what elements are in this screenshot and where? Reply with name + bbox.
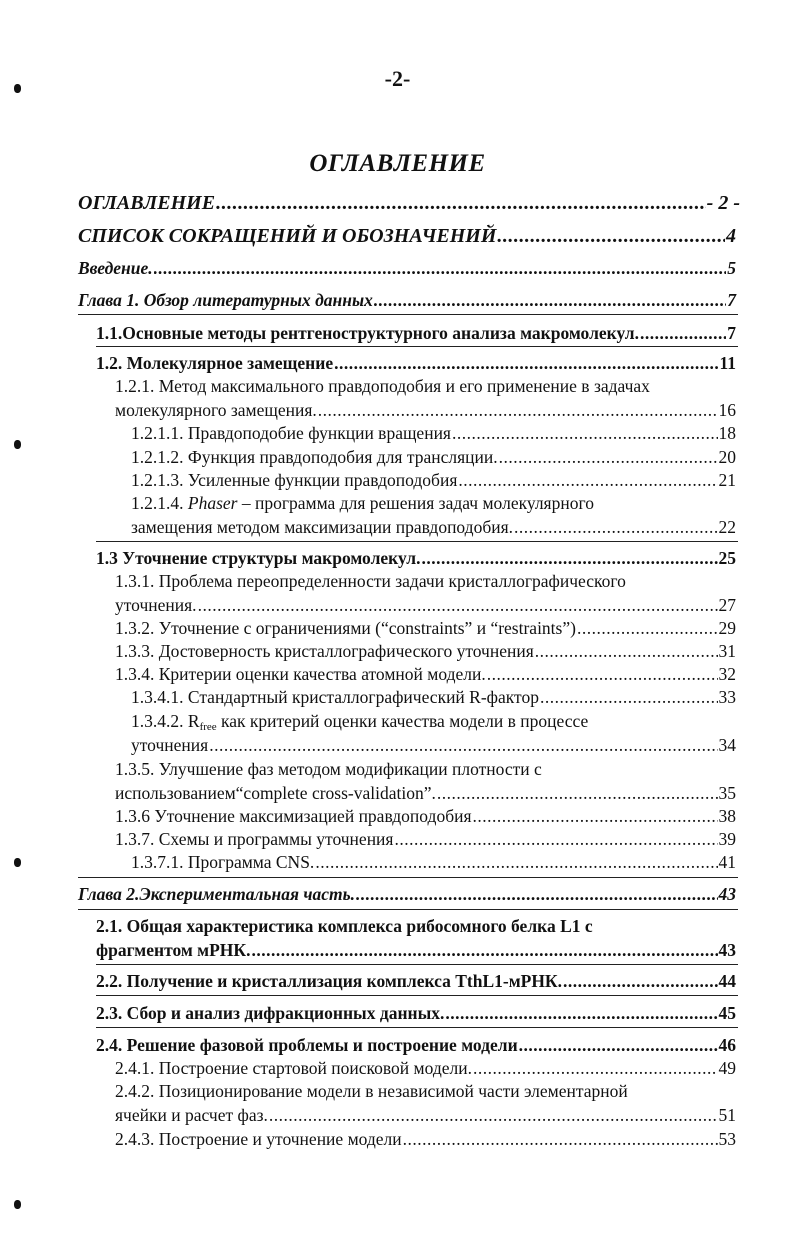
entry-page: 25 [718,548,736,568]
entry-title-line: 2.4.2. Позиционирование модели в независимой части элементарной [115,1081,628,1101]
entry-page: 16 [718,400,736,420]
toc-entry[interactable] [131,851,736,873]
entry-title: 2.4.1. Построение стартовой поисковой модели. [115,1058,472,1078]
section-rule [96,346,738,347]
entry-title: 1.2.1.2. Функция правдоподобия для трансляции. [131,447,498,467]
entry-page: 18 [718,423,736,443]
entry-page: 46 [718,1035,736,1055]
toc-title: ОГЛАВЛЕНИЕ [309,150,486,177]
page-number: -2- [384,66,411,91]
toc-entry[interactable] [115,805,736,827]
entry-title: 1.2.1.3. Усиленные функции правдоподобия [131,470,458,490]
toc-entry[interactable] [115,594,736,616]
entry-title: 1.2. Молекулярное замещение [96,353,334,373]
toc-entry[interactable] [115,1128,736,1150]
entry-title-line: 1.2.1.4. Phaser – программа для решения задач молекулярного [131,493,594,513]
toc-entry[interactable] [131,446,736,468]
entry-page: 7 [727,290,736,310]
section-rule [96,541,738,542]
toc-entry[interactable] [78,289,736,311]
entry-page: 34 [718,735,736,755]
toc-entry[interactable] [115,663,736,685]
entry-title: 1.3.6 Уточнение максимизацией правдоподобия [115,806,472,826]
toc-entry[interactable] [115,828,736,850]
entry-title: 1.2.1.1. Правдоподобие функции вращения [131,423,451,443]
entry-page: 41 [718,852,736,872]
toc-entry[interactable] [131,422,736,444]
entry-page: 35 [718,783,736,803]
entry-page: 5 [727,258,736,278]
entry-page: 31 [718,641,736,661]
entry-title: ОГЛАВЛЕНИЕ [78,192,216,214]
entry-page: - 2 - [706,192,740,214]
entry-title: 2.4. Решение фазовой проблемы и построение модели [96,1035,518,1055]
entry-title-line: 1.2.1. Метод максимального правдоподобия и его применение в задачах [115,376,650,396]
section-rule [96,964,738,965]
entry-title: ячейки и расчет фаз. [115,1105,268,1125]
entry-title-line: 1.3.4.2. $R_{free}$ как критерий оценки качества модели в процессе [131,711,589,733]
entry-title-line: 2.1. Общая характеристика комплекса рибосомного белка L1 с [96,916,593,936]
section-rule [78,877,738,878]
toc-entry[interactable] [96,1002,736,1024]
section-rule [96,995,738,996]
toc-entry[interactable] [96,352,736,374]
entry-page: 39 [718,829,736,849]
toc-entry[interactable] [131,734,736,756]
toc-entry[interactable] [96,1034,736,1056]
section-rule [78,909,738,910]
toc-entry[interactable] [115,1057,736,1079]
entry-title: уточнения [131,735,209,755]
toc-entry[interactable] [131,469,736,491]
entry-title: 1.3 Уточнение структуры макромолекул. [96,548,421,568]
entry-page: 20 [718,447,736,467]
entry-title: 1.3.3. Достоверность кристаллографического уточнения [115,641,534,661]
entry-page: 21 [718,470,736,490]
entry-page: 38 [718,806,736,826]
section-rule [78,314,738,315]
toc-entry[interactable] [115,399,736,421]
entry-page: 44 [718,971,736,991]
entry-page: 27 [718,595,736,615]
entry-title: 2.2. Получение и кристаллизация комплекса TthL1-мРНК. [96,971,562,991]
entry-title: СПИСОК СОКРАЩЕНИЙ И ОБОЗНАЧЕНИЙ [78,225,497,247]
entry-page: 29 [718,618,736,638]
toc-entry[interactable] [96,970,736,992]
toc-entry[interactable] [131,686,736,708]
entry-title: молекулярного замещения. [115,400,317,420]
entry-title: 1.3.4. Критерии оценки качества атомной модели. [115,664,486,684]
entry-title: 1.1.Основные методы рентгеноструктурного анализа макромолекул. [96,323,639,343]
entry-title: 1.3.7. Схемы и программы уточнения [115,829,394,849]
toc-entry[interactable] [96,322,736,344]
entry-page: 43 [718,884,736,904]
entry-page: 43 [718,940,736,960]
toc-entry[interactable] [78,192,740,214]
entry-title: фрагментом мРНК. [96,940,251,960]
entry-title-line: 1.3.1. Проблема переопределенности задачи кристаллографического [115,571,626,591]
entry-title: 1.3.7.1. Программа CNS. [131,852,315,872]
entry-page: 49 [718,1058,736,1078]
entry-page: 4 [726,225,736,247]
toc-entry[interactable] [115,782,736,804]
entry-page: 53 [718,1129,736,1149]
entry-page: 51 [718,1105,736,1125]
toc-entry[interactable] [78,257,736,279]
toc-entry[interactable] [96,547,736,569]
entry-page: 7 [727,323,736,343]
toc-entry[interactable] [78,225,736,247]
toc-entry[interactable] [115,640,736,662]
entry-title: замещения методом максимизации правдоподобия. [131,517,514,537]
entry-title: Глава 2.Экспериментальная часть. [78,884,356,904]
entry-title: 1.3.2. Уточнение с ограничениями (“constraints” и “restraints”) [115,618,576,638]
section-rule [96,1027,738,1028]
entry-page: 32 [718,664,736,684]
toc-entry[interactable] [115,617,736,639]
toc-entry[interactable] [78,883,736,905]
entry-title-line: 1.3.5. Улучшение фаз методом модификации плотности с [115,759,542,779]
entry-title: использованием“complete cross-validation”. [115,783,436,803]
entry-title: 1.3.4.1. Стандартный кристаллографический R-фактор [131,687,539,707]
entry-page: 45 [718,1003,736,1023]
toc-entry[interactable] [96,939,736,961]
entry-page: 33 [718,687,736,707]
entry-page: 11 [719,353,736,373]
entry-title: 2.3. Сбор и анализ дифракционных данных. [96,1003,445,1023]
entry-title: Глава 1. Обзор литературных данных [78,290,373,310]
entry-page: 22 [718,517,736,537]
toc-entry[interactable] [131,516,736,538]
entry-title: Введение. [78,258,153,278]
entry-title: уточнения. [115,595,197,615]
entry-title: 2.4.3. Построение и уточнение модели [115,1129,402,1149]
toc-entry[interactable] [115,1104,736,1126]
